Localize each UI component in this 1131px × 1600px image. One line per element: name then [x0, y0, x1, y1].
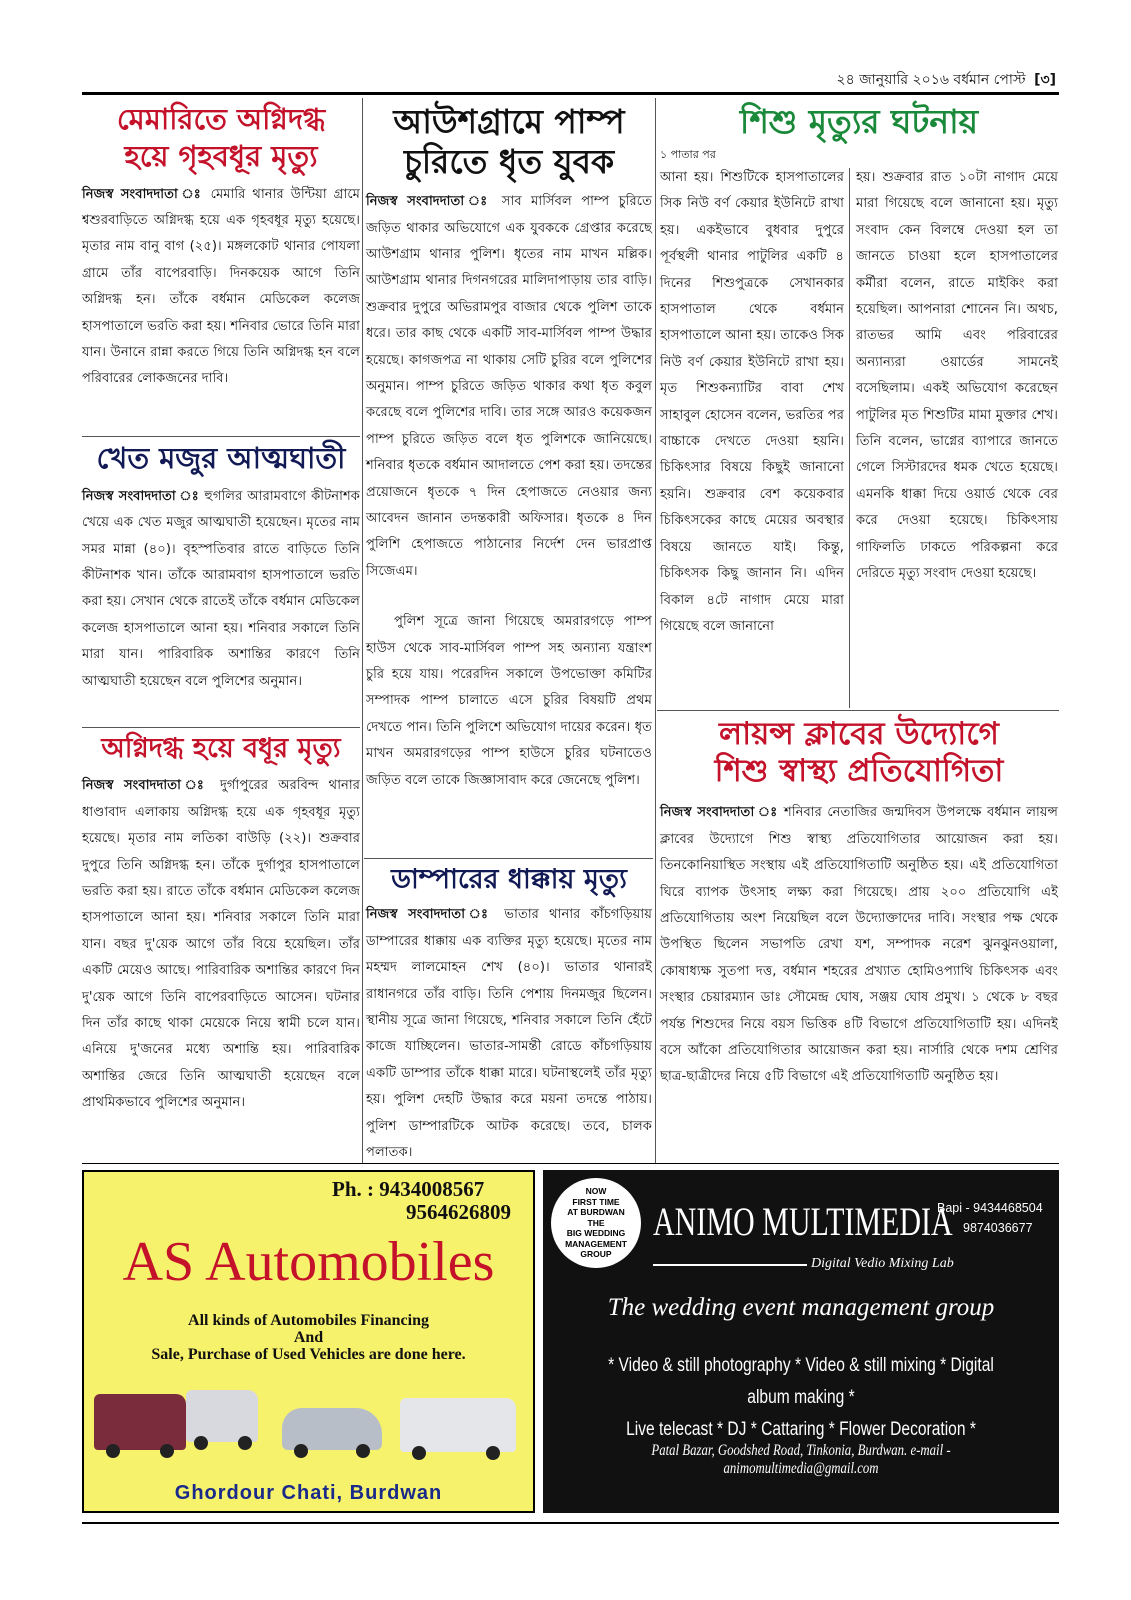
ad-phone-1: Ph. : 9434008567: [332, 1177, 485, 1201]
badge-line: MANAGEMENT: [565, 1238, 627, 1249]
ad-phone-2: 9564626809: [406, 1200, 511, 1224]
article-shishu-col1: আনা হয়। শিশুটিকে হাসপাতালের সিক নিউ বর্ণ কেয়ার ইউনিটে রাখা হয়। একইভাবে বুধবার দুপুরে পূর্বস্থলী থানার পাটুলির একটি ৪ দিনের শিশুপুত্রকে সেখানকার হাসপাতাল থেকে বর্ধমান হাসপাতালে আনা হয়। তাকেও সিক নিউ বর্ণ কেয়ার ইউনিটে রাখা হয়। মৃত শিশুকন্যাটির বাবা শেখ সাহাবুল হোসেন বলেন, ভরতির পর বাচ্চাকে দেখতে দেওয়া হয়নি। চিকিৎসার বিষয়ে কিছুই জানানো হয়নি। শুক্রবার বেশ কয়েকবার চিকিৎসকের কাছে মেয়ের অবস্থার বিষয়ে জানতে যাই। কিন্তু, চিকিৎসক কিছু জানান নি। এদিন বিকাল ৪টে নাগাদ মেয়ে মারা গিয়েছে বলে জানানো: [660, 170, 845, 634]
article-dumper: [366, 864, 653, 1161]
ad-name: AS Automobiles: [122, 1231, 495, 1293]
animo-contact: [937, 1198, 1043, 1238]
article-divider: [82, 436, 360, 437]
article-shishu-col2: হয়। শুক্রবার রাত ১০টা নাগাদ মেয়ে মারা গিয়েছে বলে জানানো হয়। মৃত্যু সংবাদ কেন বিলম্বে দেওয়া হল তা জানতে চাওয়া হলে হাসপাতালের কর্মীরা বলেন, রাতে মাইকিং করা হয়েছিল। আপনারা শোনেন নি। অথচ, রাতভর আমি এবং পরিবারের অন্যান্যরা ওয়ার্ডের সামনেই বসেছিলাম। একই অভিযোগ করেছেন পাটুলির মৃত শিশুটির মামা মুক্তার শেখ। তিনি বলেন, ভাগ্নের ব্যাপারে জানতে গেলে সিস্টারদের ধমক খেতে হয়েছে। এমনকি ধাক্কা দিয়ে ওয়ার্ড থেকে বের করে দেওয়া হয়েছে। চিকিৎসায় গাফিলতি ঢাকতে পরিকল্পনা করে দেরিতে মৃত্যু সংবাদ দেওয়া হয়েছে।: [856, 170, 1058, 582]
animo-services: [589, 1350, 1012, 1446]
ad-phone-block: [332, 1178, 511, 1224]
article-divider: [364, 858, 653, 859]
article-body: [366, 189, 652, 609]
article-divider: [82, 727, 360, 728]
headline-ausgram-2: চুরিতে ধৃত যুবক: [403, 141, 615, 181]
header-date-line: [837, 68, 1056, 92]
column-divider: [849, 168, 850, 708]
byline: নিজস্ব সংবাদদাতা ঃ: [82, 778, 210, 794]
byline: নিজস্ব সংবাদদাতা ঃ: [82, 488, 200, 504]
byline: নিজস্ব সংবাদদাতা ঃ: [82, 186, 204, 202]
header-rule: [82, 92, 1059, 95]
article-text: ভাতার থানার কাঁচগড়িয়ায় ডাম্পারের ধাক্কায় এক ব্যক্তির মৃত্যু হয়েছে। মৃতের নাম মহম্মদ লালমোহন শেখ (৪০)। ভাতার থানারই রাধানগরে তাঁর বাড়ি। তিনি পেশায় দিনমজুর ছিলেন। স্থানীয় সূত্রে জানা গিয়েছে, শনিবার সকালে তিনি হেঁটে কাজে যাচ্ছিলেন। ভাতার-সামন্তী রোডে কাঁচগড়িয়ায় একটি ডাম্পার তাঁকে ধাক্কা মারে। ঘটনাস্থলেই তাঁর মৃত্যু হয়। পুলিশ দেহটি উদ্ধার করে ময়না তদন্তে পাঠায়। পুলিশ ডাম্পারটিকে আটক করেছে। তবে, চালক পলাতক।: [366, 907, 653, 1161]
headline-shishu: শিশু মৃত্যুর ঘটনায়: [739, 102, 979, 141]
headline-khetmajur: খেত মজুর আত্মঘাতী: [96, 441, 346, 475]
article-body: [82, 484, 360, 720]
ad-line-2: And: [293, 1329, 324, 1346]
headline-ausgram-1: আউশগ্রামে পাম্প: [393, 102, 625, 141]
ad-as-automobiles: [82, 1170, 535, 1513]
car-image: [94, 1394, 186, 1450]
badge-line: AT BURDWAN: [567, 1207, 625, 1217]
article-text: মেমারি থানার উন্টিয়া গ্রামে শ্বশুরবাড়িতে অগ্নিদগ্ধ হয়ে এক গৃহবধূর মৃত্যু হয়েছে। মৃতার নাম বানু বাগ (২৫)। মঙ্গলকোট থানার পোযলা গ্রামে তাঁর বাপেরবাড়ি। দিনকয়েক আগে তিনি অগ্নিদগ্ধ হন। তাঁকে বর্ধমান মেডিকেল কলেজ হাসপাতালে ভরতি করা হয়। শনিবার ভোরে তিনি মারা যান। উনানে রান্না করতে গিয়ে তিনি অগ্নিদগ্ধ হন বলে পরিবারের লোকজনের দাবি।: [82, 186, 361, 387]
byline: নিজস্ব সংবাদদাতা ঃ: [660, 805, 779, 821]
article-body-2: পুলিশ সূত্রে জানা গিয়েছে অমরারগড়ে পাম্প হাউস থেকে সাব-মার্সিবল পাম্প সহ অন্যান্য যন্ত্রাংশ চুরি হয়ে যায়। পরেরদিন সকালে উপভোক্তা কমিটির সম্পাদক পাম্প চালাতে এসে চুরির বিষয়টি প্রথম দেখতে পান। তিনি পুলিশে অভিযোগ দায়ের করেন। ধৃত মাখন অমরারগড়ের পাম্প হাউসে চুরির ঘটনাতেও জড়িত বলে তাকে জিজ্ঞাসাবাদ করে জেনেছে পুলিশ।: [366, 614, 652, 788]
cars-illustration: [94, 1380, 524, 1470]
services-line: * Video & still photography * Video & still mixing * Digital album making *: [608, 1355, 994, 1408]
first-time-badge: [551, 1178, 641, 1268]
animo-subtitle: Digital Vedio Mixing Lab: [811, 1256, 954, 1271]
services-line: Live telecast * DJ * Cattaring * Flower Decoration *: [626, 1419, 976, 1440]
headline-dumper: ডাম্পারের ধাক্কায় মৃত্যু: [391, 864, 627, 895]
byline: নিজস্ব সংবাদদাতা ঃ: [366, 194, 493, 210]
ad-animo-multimedia: [543, 1170, 1059, 1513]
header-date: ২৪ জানুয়ারি ২০১৬ বর্ধমান পোস্ট: [836, 72, 1026, 88]
badge-line: NOW: [585, 1186, 607, 1196]
animo-tagline: The wedding event management group: [607, 1294, 995, 1321]
contact-line: 9874036677: [963, 1221, 1033, 1235]
article-body: [82, 182, 360, 414]
badge-line: GROUP: [580, 1249, 612, 1259]
animo-name: ANIMO MULTIMEDIA: [653, 1199, 953, 1244]
footer-divider: [82, 1163, 1059, 1164]
headline-memari-1: মেমারিতে অগ্নিদগ্ধ: [116, 102, 326, 136]
badge-line: THE: [587, 1217, 605, 1228]
article-divider: [657, 710, 1059, 711]
article-text: হুগলির আরামবাগে কীটনাশক খেয়ে এক খেত মজুর আত্মঘাতী হয়েছেন। মৃতের নাম সমর মান্না (৪০)। বৃহস্পতিবার রাতে বাড়িতে তিনি কীটনাশক খান। তাঁকে আরামবাগ হাসপাতালে ভরতি করা হয়। সেখান থেকে রাতেই তাঁকে বর্ধমান মেডিকেল কলেজ হাসপাতালে আনা হয়। শনিবার সকালে তিনি মারা যান। পারিবারিক অশান্তির কারণে তিনি আত্মঘাতী হয়েছেন বলে পুলিশের অনুমান।: [82, 488, 360, 689]
article-memari: [82, 102, 360, 414]
continued-label: ১ পাতার পর: [660, 147, 716, 161]
byline: নিজস্ব সংবাদদাতা ঃ: [366, 907, 495, 923]
headline-lions-1: লায়ন্স ক্লাবের উদ্যোগে: [719, 716, 999, 752]
ad-line-1: All kinds of Automobiles Financing: [188, 1312, 429, 1329]
article-agnidagdha: [82, 733, 360, 1143]
article-khetmajur: [82, 441, 360, 720]
badge-line: FIRST TIME: [572, 1196, 620, 1207]
page-number: [৩]: [1034, 72, 1056, 88]
animo-address: Patal Bazar, Goodshed Road, Tinkonia, Burdwan. e-mail - animomultimedia@gmail.com: [651, 1442, 951, 1477]
footer-rule: [82, 1522, 1059, 1524]
article-text: দুর্গাপুরের অরবিন্দ থানার ধাণ্ডাবাদ এলাকায় অগ্নিদগ্ধ হয়ে এক গৃহবধূর মৃত্যু হয়েছে। মৃতার নাম লতিকা বাউড়ি (২২)। শুক্রবার দুপুরে তিনি অগ্নিদগ্ধ হন। তাঁকে দুর্গাপুর হাসপাতালে ভরতি করা হয়। রাতে তাঁকে বর্ধমান মেডিকেল কলেজ হাসপাতালে আনা হয়। শনিবার সকালে তিনি মারা যান। বছর দু'য়েক আগে তাঁর বিয়ে হয়েছিল। তাঁর একটি মেয়েও আছে। পারিবারিক অশান্তির কারণে দিন দু'য়েক আগে তিনি বাপেরবাড়িতে আসেন। ঘটনার দিন তাঁর কাছে থাকা মেয়েকে নিয়ে স্বামী চলে যান। এনিয়ে দু'জনের মধ্যে অশান্তি হয়। পারিবারিক অশান্তির জেরে তিনি আত্মঘাতী হয়েছেন বলে প্রাথমিকভাবে পুলিশের অনুমান।: [82, 778, 360, 1111]
article-body: [660, 800, 1058, 1145]
article-lions: [660, 716, 1058, 1145]
ad-line-3: Sale, Purchase of Used Vehicles are done here.: [151, 1346, 466, 1363]
article-text: সাব মার্সিবল পাম্প চুরিতে জড়িত থাকার অভিযোগে এক যুবককে গ্রেপ্তার করেছে আউশগ্রাম থানার পুলিশ। ধৃতের নাম মাখন মল্লিক। আউশগ্রাম থানার দিগনগরের মালিদাপাড়ায় তার বাড়ি। শুক্রবার দুপুরে অভিরামপুর বাজার থেকে পুলিশ তাকে ধরে। তার কাছ থেকে একটি সাব-মার্সিবল পাম্প উদ্ধার হয়েছে। কাগজপত্র না থাকায় সেটি চুরির বলে পুলিশের অনুমান। পাম্প চুরিতে জড়িত থাকার কথা ধৃত কবুল করেছে বলে পুলিশের দাবি। তার সঙ্গে আরও কয়েকজন পাম্প চুরিতে জড়িত বলে ধৃত পুলিশকে জানিয়েছে। শনিবার ধৃতকে বর্ধমান আদালতে পেশ করা হয়। তদন্তের প্রয়োজনে ধৃতকে ৭ দিন হেপাজতে নেওয়ার জন্য আবেদন জানান তদন্তকারী অফিসার। ধৃতকে ৪ দিন পুলিশি হেপাজতে পাঠানোর নির্দেশ দেন ভারপ্রাপ্ত সিজেএম।: [366, 194, 652, 579]
headline-lions-2: শিশু স্বাস্থ্য প্রতিযোগিতা: [714, 753, 1004, 790]
article-text: শনিবার নেতাজির জন্মদিবস উপলক্ষে বর্ধমান লায়ন্স ক্লাবের উদ্যোগে শিশু স্বাস্থ্য প্রতিযোগিতার আয়োজন করা হয়। তিনকোনিয়াস্থিত সংস্থায় এই প্রতিযোগিতাটি অনুষ্ঠিত হয়। এই প্রতিযোগিতা ঘিরে ব্যাপক উৎসাহ লক্ষ্য করা গিয়েছে। প্রায় ২০০ প্রতিযোগি এই প্রতিযোগিতায় অংশ নিয়েছিল বলে উদ্যোক্তাদের দাবি। সংস্থার পক্ষ থেকে উপস্থিত ছিলেন সভাপতি রেখা যশ, সম্পাদক নরেশ ঝুনঝুনওয়ালা, কোষাধ্যক্ষ সুতপা দত্ত, বর্ধমান শহরের প্রখ্যাত হোমিওপ্যাথি চিকিৎসক এবং সংস্থার চেয়ারম্যান ডাঃ সৌমেন্দ্র ঘোষ, সঞ্জয় ঘোষ প্রমুখ। ১ থেকে ৮ বছর পর্যন্ত শিশুদের নিয়ে বয়স ভিত্তিক ৪টি বিভাগে প্রতিযোগিতাটি হয়। এদিনই বসে আঁকো প্রতিযোগিতার আয়োজন করা হয়। নার্সারি থেকে দশম শ্রেণির ছাত্র-ছাত্রীদের নিয়ে ৫টি বিভাগে এই প্রতিযোগিতাটি অনুষ্ঠিত হয়।: [660, 805, 1058, 1085]
divider-line: [653, 1264, 807, 1266]
article-body: [366, 902, 653, 1161]
article-body: [82, 773, 360, 1143]
headline-memari-2: হয়ে গৃহবধূর মৃত্যু: [124, 138, 318, 173]
badge-line: BIG WEDDING: [566, 1228, 626, 1238]
column-divider: [362, 98, 363, 1163]
headline-agnidagdha: অগ্নিদগ্ধ হয়ে বধূর মৃত্যু: [101, 733, 341, 764]
ad-description: [84, 1312, 533, 1363]
column-divider: [655, 98, 656, 1163]
contact-line: Bapi - 9434468504: [937, 1201, 1043, 1215]
car-image: [400, 1398, 516, 1452]
article-shishu: [660, 102, 1058, 165]
ad-address: Ghordour Chati, Burdwan: [174, 1482, 443, 1504]
article-ausgram: [366, 102, 652, 821]
car-image: [186, 1390, 258, 1442]
